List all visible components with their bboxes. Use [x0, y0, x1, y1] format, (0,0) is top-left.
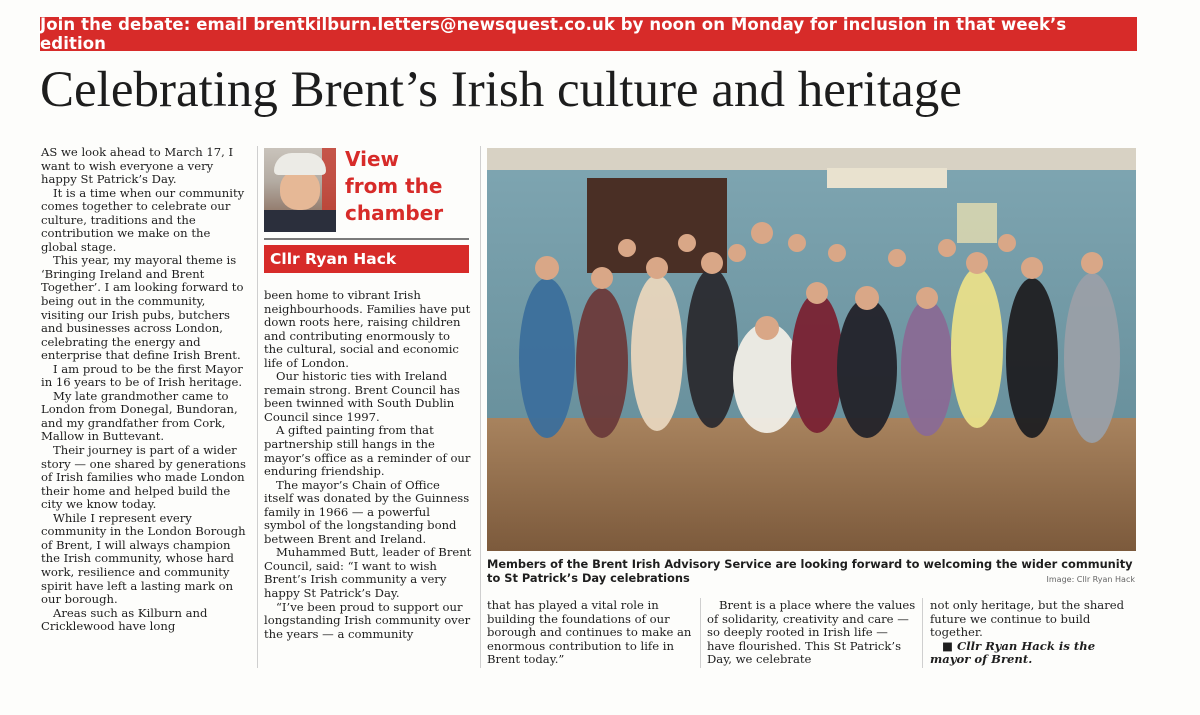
article-column-4 [707, 599, 917, 667]
column-divider [700, 598, 701, 668]
banner-text: Join the debate: email brentkilburn.letters@newsquest.co.uk by noon on Monday for inclusion in that week’s edition [40, 15, 1067, 53]
paragraph: The mayor’s Chain of Office itself was donated by the Guinness family in 1966 — a powerful symbol of the longstanding bond between Brent and Ireland. [264, 477, 470, 546]
byline [264, 245, 469, 273]
column-divider [480, 146, 481, 668]
paragraph: A gifted painting from that partnership still hangs in the mayor’s office as a reminder of our enduring friendship. [264, 423, 471, 479]
paragraph: This year, my mayoral theme is ‘Bringing Ireland and Brent Together’. I am looking forward to being out in the community, visiting our Irish pubs, butchers and businesses across London, celebrating the energy and enterprise that define Irish Brent. [41, 253, 244, 363]
paragraph: been home to vibrant Irish neighbourhoods. Families have put down roots here, raising children and contributing enormously to the cultural, social and economic life of London. [264, 288, 471, 370]
article-column-2 [264, 289, 472, 641]
column-title [345, 146, 465, 227]
column-title-line: from the [345, 174, 443, 198]
author-signoff [930, 640, 1138, 667]
photo-caption: Members of the Brent Irish Advisory Service are looking forward to welcoming the wider community to St Patrick’s Day celebrations [487, 557, 1133, 585]
letters-banner [40, 17, 1137, 51]
group-photo-illustration [487, 148, 1136, 551]
byline-name: Cllr Ryan Hack [270, 250, 397, 268]
paragraph: Muhammed Butt, leader of Brent Council, said: “I want to wish Brent’s Irish community a very happy St Patrick’s Day. [264, 545, 472, 601]
article-column-3 [487, 599, 697, 667]
column-divider [257, 146, 258, 668]
columnist-portrait [264, 148, 336, 232]
column-title-rule [264, 238, 469, 240]
paragraph: “I’ve been proud to support our longstanding Irish community over the years — a community [264, 599, 471, 641]
paragraph: AS we look ahead to March 17, I want to wish everyone a very happy St Patrick’s Day. [41, 145, 234, 187]
paragraph: My late grandmother came to London from Donegal, Bundoran, and my grandfather from Cork, Mallow in Buttevant. [41, 388, 238, 444]
paragraph: Areas such as Kilburn and Cricklewood have long [41, 605, 208, 634]
signoff-text: Cllr Ryan Hack is the mayor of Brent. [930, 638, 1096, 667]
paragraph: It is a time when our community comes together to celebrate our culture, traditions and the contribution we make on the global stage. [41, 185, 245, 254]
column-title-line: chamber [345, 201, 444, 225]
group-photo [487, 148, 1136, 551]
column-divider [922, 598, 923, 668]
article-column-5 [930, 599, 1138, 667]
paragraph: Brent is a place where the values of solidarity, creativity and care — so deeply rooted in Irish life — have flourished. This St Patrick’s Day, we celebrate [707, 598, 916, 667]
bullet-square-icon: ■ [942, 638, 953, 653]
column-title-line: View [345, 147, 400, 171]
paragraph: Our historic ties with Ireland remain strong. Brent Council has been twinned with South Dublin Council since 1997. [264, 369, 461, 424]
paragraph: Their journey is part of a wider story — one shared by generations of Irish families who made London their home and helped build the city we know today. [41, 443, 246, 512]
photo-credit: Image: Cllr Ryan Hack [1046, 575, 1135, 584]
paragraph: While I represent every community in the London Borough of Brent, I will always champion the Irish community, whose hard work, resilience and community spirit have left a lasting mark on our borough. [41, 510, 246, 607]
headline: Celebrating Brent’s Irish culture and heritage [40, 62, 962, 118]
paragraph: not only heritage, but the shared future we continue to build together. [930, 598, 1125, 640]
article-column-1 [41, 146, 249, 634]
paragraph: I am proud to be the first Mayor in 16 years to be of Irish heritage. [41, 361, 243, 390]
paragraph: that has played a vital role in building the foundations of our borough and continues to make an enormous contribution to life in Brent today.” [487, 598, 692, 667]
